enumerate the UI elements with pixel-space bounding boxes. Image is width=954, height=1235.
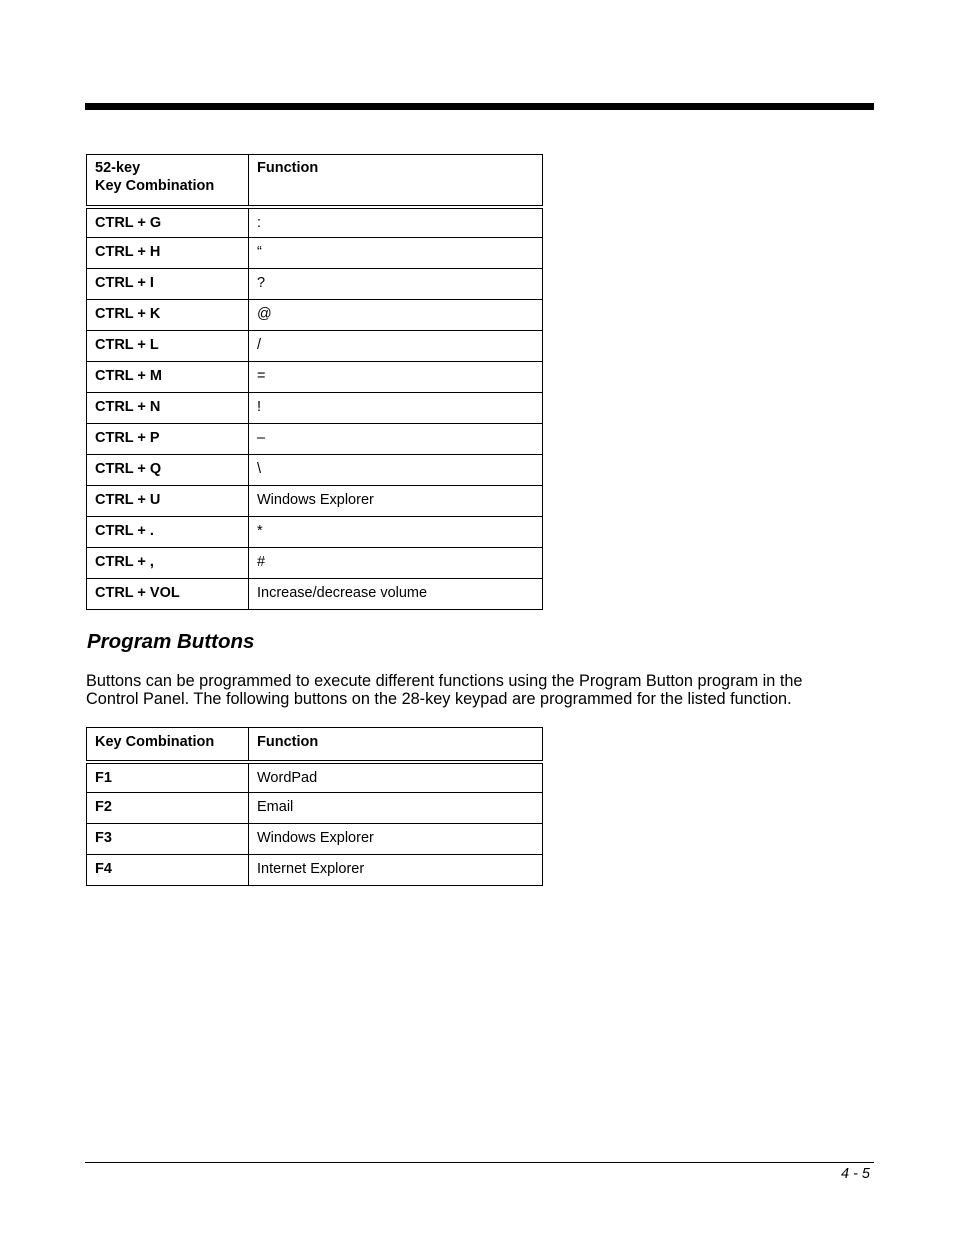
body-paragraph: Buttons can be programmed to execute different functions using the Program Button program in the Control Panel. The following buttons on the 28-key keypad are programmed for the listed function. bbox=[86, 672, 803, 708]
key-cell: CTRL + M bbox=[87, 362, 249, 393]
function-cell: \ bbox=[249, 455, 543, 486]
function-cell: Increase/decrease volume bbox=[249, 579, 543, 610]
table-row bbox=[87, 331, 543, 362]
table-row bbox=[87, 238, 543, 269]
table-row bbox=[87, 455, 543, 486]
function-cell: “ bbox=[249, 238, 543, 269]
function-cell: Windows Explorer bbox=[249, 824, 543, 855]
key-cell: F3 bbox=[87, 824, 249, 855]
table-row bbox=[87, 424, 543, 455]
function-cell: – bbox=[249, 424, 543, 455]
key-cell: CTRL + , bbox=[87, 548, 249, 579]
key-cell: F2 bbox=[87, 793, 249, 824]
key-cell: CTRL + K bbox=[87, 300, 249, 331]
table-row bbox=[87, 855, 543, 886]
function-cell: * bbox=[249, 517, 543, 548]
header-line-52-key: 52-key bbox=[95, 160, 141, 176]
function-cell: Email bbox=[249, 793, 543, 824]
key-cell: CTRL + I bbox=[87, 269, 249, 300]
program-buttons-table bbox=[86, 727, 543, 886]
table-header-row bbox=[87, 155, 543, 207]
header-function: Function bbox=[249, 155, 543, 207]
function-cell: # bbox=[249, 548, 543, 579]
key-cell: F4 bbox=[87, 855, 249, 886]
table-row bbox=[87, 362, 543, 393]
table-row bbox=[87, 762, 543, 793]
table-row bbox=[87, 793, 543, 824]
key-cell: CTRL + VOL bbox=[87, 579, 249, 610]
page-number: 4 - 5 bbox=[840, 1166, 870, 1182]
key-cell: CTRL + U bbox=[87, 486, 249, 517]
table-row bbox=[87, 824, 543, 855]
table-row bbox=[87, 548, 543, 579]
table-row bbox=[87, 269, 543, 300]
table-header-row bbox=[87, 728, 543, 762]
key-cell: CTRL + H bbox=[87, 238, 249, 269]
function-cell: : bbox=[249, 207, 543, 238]
function-cell: / bbox=[249, 331, 543, 362]
table-row bbox=[87, 300, 543, 331]
table-row bbox=[87, 486, 543, 517]
key-combination-table-52-key bbox=[86, 154, 543, 610]
header-key-combination bbox=[87, 155, 249, 207]
function-cell: Windows Explorer bbox=[249, 486, 543, 517]
key-cell: CTRL + P bbox=[87, 424, 249, 455]
function-cell: = bbox=[249, 362, 543, 393]
key-cell: CTRL + Q bbox=[87, 455, 249, 486]
footer-rule bbox=[85, 1162, 874, 1163]
table-row bbox=[87, 579, 543, 610]
key-cell: CTRL + L bbox=[87, 331, 249, 362]
function-cell: WordPad bbox=[249, 762, 543, 793]
header-key-combination: Key Combination bbox=[87, 728, 249, 762]
table-row bbox=[87, 393, 543, 424]
key-cell: F1 bbox=[87, 762, 249, 793]
header-line-key-combination: Key Combination bbox=[95, 178, 215, 194]
key-cell: CTRL + N bbox=[87, 393, 249, 424]
function-cell: ! bbox=[249, 393, 543, 424]
header-rule bbox=[85, 103, 874, 110]
table-row bbox=[87, 517, 543, 548]
function-cell: ? bbox=[249, 269, 543, 300]
section-heading: Program Buttons bbox=[87, 630, 255, 653]
table-row bbox=[87, 207, 543, 238]
key-cell: CTRL + G bbox=[87, 207, 249, 238]
header-function: Function bbox=[249, 728, 543, 762]
key-cell: CTRL + . bbox=[87, 517, 249, 548]
function-cell: Internet Explorer bbox=[249, 855, 543, 886]
function-cell: @ bbox=[249, 300, 543, 331]
